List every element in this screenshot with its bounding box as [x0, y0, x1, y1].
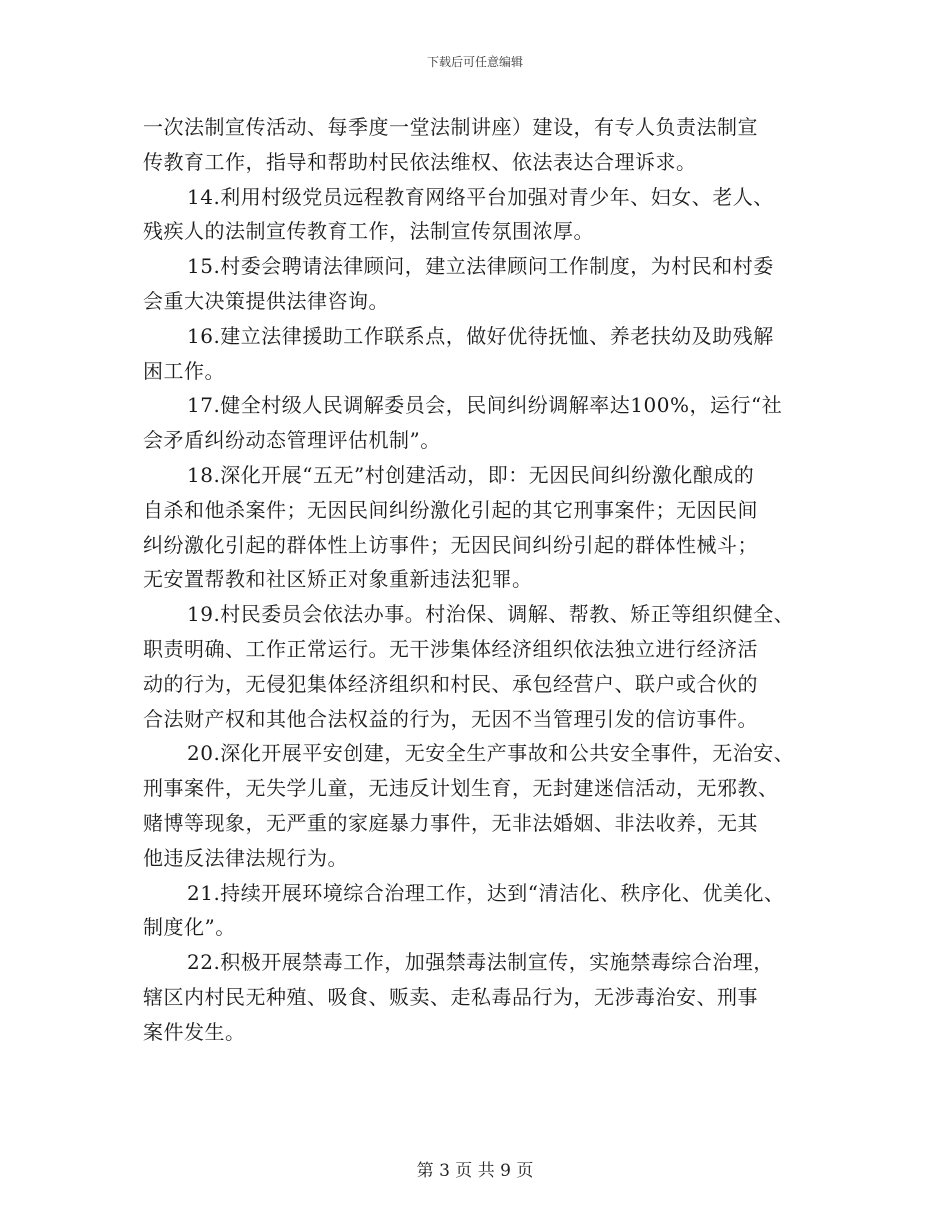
text-line: 案件发生。 [143, 1019, 246, 1044]
text-line: 22.积极开展禁毒工作，加强禁毒法制宣传，实施禁毒综合治理， [187, 950, 774, 975]
text-line: 残疾人的法制宣传教育工作，法制宣传氛围浓厚。 [143, 219, 594, 244]
paragraph-item-15 [143, 249, 823, 319]
text-line: 赌博等现象，无严重的家庭暴力事件，无非法婚姻、非法收养，无其 [143, 810, 758, 835]
paragraph-item-18 [143, 458, 823, 597]
text-line: 18.深化开展“五无”村创建活动，即：无因民间纠纷激化酿成的 [187, 462, 755, 487]
text-line: 一次法制宣传活动、每季度一堂法制讲座）建设，有专人负责法制宣 [143, 115, 758, 139]
text-line: 会重大决策提供法律咨询。 [143, 288, 389, 313]
text-line: 刑事案件，无失学儿童，无违反计划生育，无封建迷信活动，无邪教、 [143, 776, 779, 801]
text-line: 会矛盾纠纷动态管理评估机制”。 [143, 428, 441, 453]
text-line: 21.持续开展环境综合治理工作，达到“清洁化、秩序化、优美化、 [187, 880, 785, 905]
text-line: 合法财产权和其他合法权益的行为，无因不当管理引发的信访事件。 [143, 706, 758, 731]
paragraph-item-17 [143, 388, 823, 458]
paragraph-item-19 [143, 597, 823, 736]
text-line: 19.村民委员会依法办事。村治保、调解、帮教、矫正等组织健全、 [187, 602, 795, 627]
text-line: 自杀和他杀案件；无因民间纠纷激化引起的其它刑事案件；无因民间 [143, 497, 758, 522]
paragraph-item-14 [143, 180, 823, 250]
page-number: 第 3 页 共 9 页 [416, 1161, 534, 1181]
text-line: 17.健全村级人民调解委员会，民间纠纷调解率达100%，运行“社 [187, 393, 783, 418]
paragraph-item-21 [143, 876, 823, 946]
text-line: 困工作。 [143, 358, 225, 383]
page-header-note: 下载后可任意编辑 [426, 55, 523, 69]
text-line: 16.建立法律援助工作联系点，做好优待抚恤、养老扶幼及助残解 [187, 323, 774, 348]
text-line: 动的行为，无侵犯集体经济组织和村民、承包经营户、联户或合伙的 [143, 671, 758, 696]
text-line: 传教育工作，指导和帮助村民依法维权、依法表达合理诉求。 [143, 149, 697, 174]
text-line: 15.村委会聘请法律顾问，建立法律顾问工作制度，为村民和村委 [187, 254, 774, 279]
text-line: 职责明确、工作正常运行。无干涉集体经济组织依法独立进行经济活 [143, 636, 758, 661]
text-line: 辖区内村民无种殖、吸食、贩卖、走私毒品行为，无涉毒治安、刑事 [143, 984, 758, 1009]
text-line: 无安置帮教和社区矫正对象重新违法犯罪。 [143, 567, 533, 592]
text-line: 制度化”。 [143, 915, 236, 940]
text-line: 20.深化开展平安创建，无安全生产事故和公共安全事件，无治安、 [187, 741, 795, 766]
text-line: 他违反法律法规行为。 [143, 845, 348, 870]
document-body [143, 110, 823, 1050]
text-line: 纠纷激化引起的群体性上访事件；无因民间纠纷引起的群体性械斗； [143, 532, 758, 557]
paragraph-item-22 [143, 945, 823, 1049]
paragraph-item-20 [143, 736, 823, 875]
text-line: 14.利用村级党员远程教育网络平台加强对青少年、妇女、老人、 [187, 184, 774, 209]
paragraph-item-16 [143, 319, 823, 389]
paragraph-continuation [143, 110, 823, 180]
